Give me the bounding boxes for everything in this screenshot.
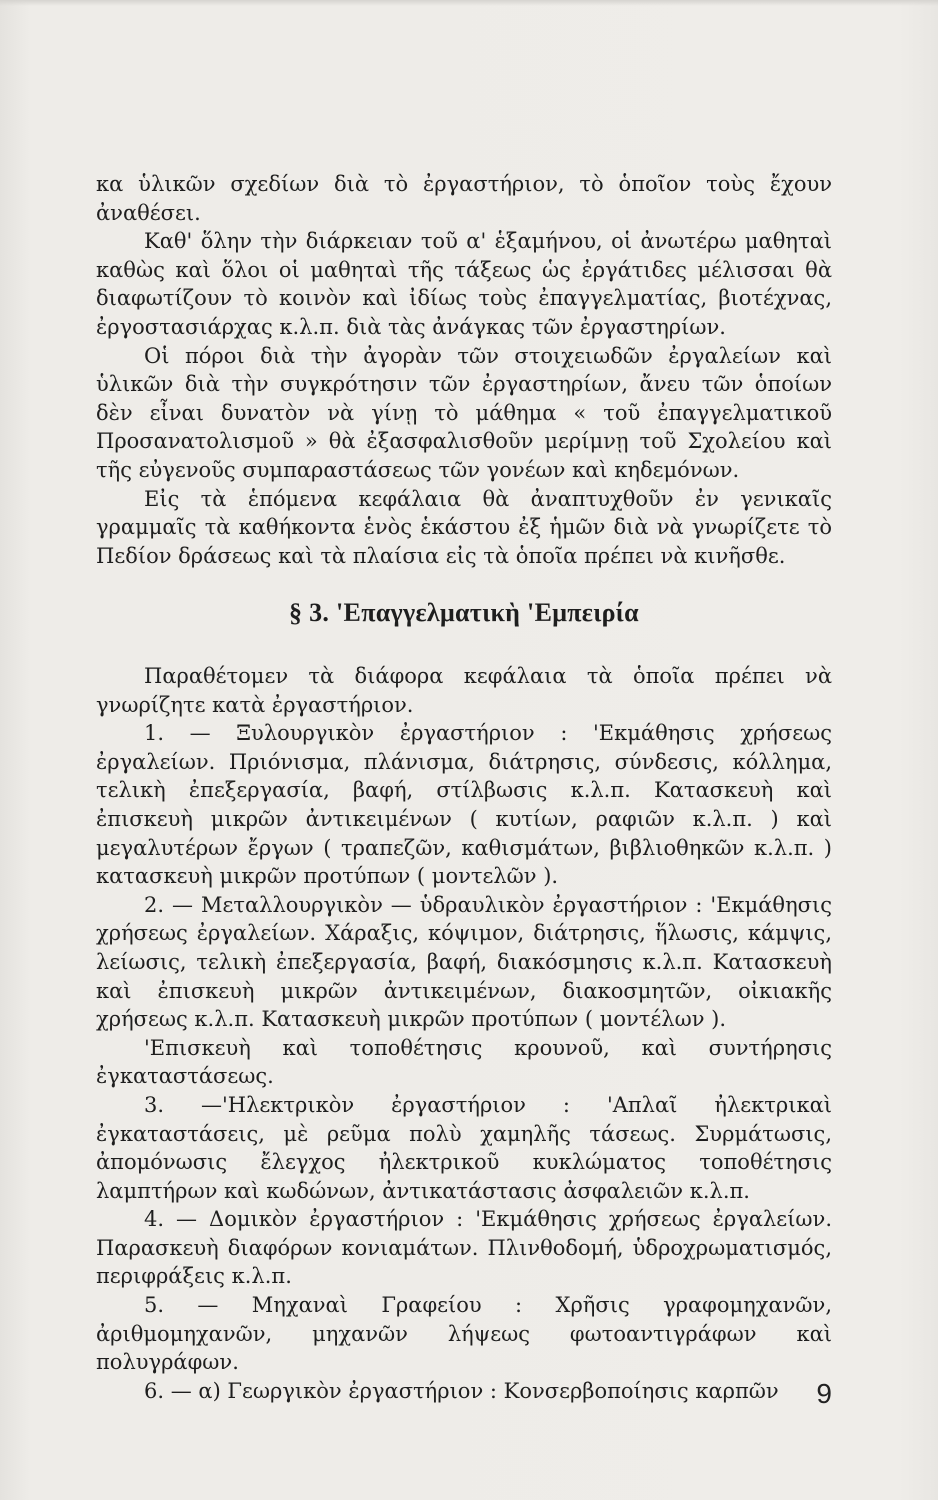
intro-paragraph: Οἱ πόροι διὰ τὴν ἀγορὰν τῶν στοιχειωδῶν ἐργαλείων καὶ ὑλικῶν διὰ τὴν συγκρότησιν τῶν ἐργαστηρίων, ἄνευ τῶν ὁποίων δὲν εἶναι δυνατὸν νὰ γίνῃ τὸ μάθημα « τοῦ ἐπαγγελματικοῦ Προσανατολισμοῦ » θὰ ἐξασφαλισθοῦν μερίμνῃ τοῦ Σχολείου καὶ τῆς εὐγενοῦς συμπαραστάσεως τῶν γονέων καὶ κηδεμόνων. bbox=[96, 343, 832, 482]
intro-paragraph: Εἰς τὰ ἑπόμενα κεφάλαια θὰ ἀναπτυχθοῦν ἐν γενικαῖς γραμμαῖς τὰ καθήκοντα ἑνὸς ἑκάστου ἐξ ἡμῶν διὰ νὰ γνωρίζετε τὸ Πεδίον δράσεως καὶ τὰ πλαίσια εἰς τὰ ὁποῖα πρέπει νὰ κινῆσθε. bbox=[96, 486, 832, 568]
section-paragraph: 'Επισκευὴ καὶ τοποθέτησις κρουνοῦ, καὶ συντήρησις ἐγκαταστάσεως. bbox=[96, 1035, 832, 1089]
section-text-block bbox=[96, 662, 832, 1405]
section-paragraph: 5. — Μηχαναὶ Γραφείου : Χρῆσις γραφομηχανῶν, ἀριθμομηχανῶν, μηχανῶν λήψεως φωτοαντιγράφων καὶ πολυγράφων. bbox=[96, 1293, 832, 1375]
section-heading: § 3. 'Επαγγελματικὴ 'Εμπειρία bbox=[289, 598, 639, 627]
intro-paragraph: κα ὑλικῶν σχεδίων διὰ τὸ ἐργαστήριον, τὸ ὁποῖον τοὺς ἔχουν ἀναθέσει. bbox=[96, 172, 832, 225]
section-paragraph: 1. — Ξυλουργικὸν ἐργαστήριον : 'Εκμάθησις χρήσεως ἐργαλείων. Πριόνισμα, πλάνισμα, διάτρησις, σύνδεσις, κόλλημα, τελικὴ ἐπεξεργασία, βαφή, στίλβωσις κ.λ.π. Κατασκευὴ καὶ ἐπισκευὴ μικρῶν ἀντικειμένων ( κυτίων, ραφιῶν κ.λ.π. ) καὶ μεγαλυτέρων ἔργων ( τραπεζῶν, καθισμάτων, βιβλιοθηκῶν κ.λ.π. ) κατασκευὴ μικρῶν προτύπων ( μοντελῶν ). bbox=[96, 721, 832, 889]
section-paragraph: 4. — Δομικὸν ἐργαστήριον : 'Εκμάθησις χρήσεως ἐργαλείων. Παρασκευὴ διαφόρων κονιαμάτων. Πλινθοδομή, ὑδροχρωματισμός, περιφράξεις κ.λ.π. bbox=[96, 1207, 832, 1289]
section-paragraph: Παραθέτομεν τὰ διάφορα κεφάλαια τὰ ὁποῖα πρέπει νὰ γνωρίζητε κατὰ ἐργαστήριον. bbox=[96, 664, 832, 717]
page-number: 9 bbox=[816, 1378, 832, 1409]
page-edge-shadow bbox=[0, 0, 938, 6]
intro-paragraph: Καθ' ὅλην τὴν διάρκειαν τοῦ α' ἑξαμήνου, οἱ ἀνωτέρω μαθηταὶ καθὼς καὶ ὅλοι οἱ μαθηταὶ τῆς τάξεως ὡς ἐργάτιδες μέλισσαι θὰ διαφωτίζουν τὸ κοινὸν καὶ ἰδίως τοὺς ἐπαγγελματίας, βιοτέχνας, ἐργοστασιάρχας κ.λ.π. διὰ τὰς ἀνάγκας τῶν ἐργαστηρίων. bbox=[96, 229, 832, 339]
section-paragraph: 2. — Μεταλλουργικὸν — ὑδραυλικὸν ἐργαστήριον : 'Εκμάθησις χρήσεως ἐργαλείων. Χάραξις, κόψιμον, διάτρησις, ἥλωσις, κάμψις, λείωσις, τελικὴ ἐπεξεργασία, βαφή, διακόσμησις κ.λ.π. Κατασκευὴ καὶ ἐπισκευὴ μικρῶν ἀντικειμένων, διακοσμητῶν, οἰκιακῆς χρήσεως κ.λ.π. Κατασκευὴ μικρῶν προτύπων ( μοντέλων ). bbox=[96, 892, 832, 1032]
section-paragraph: 3. —'Ηλεκτρικὸν ἐργαστήριον : 'Απλαῖ ἠλεκτρικαὶ ἐγκαταστάσεις, μὲ ρεῦμα πολὺ χαμηλῆς τάσεως. Συρμάτωσις, ἀπομόνωσις ἔλεγχος ἠλεκτρικοῦ κυκλώματος τοποθέτησις λαμπτήρων καὶ κωδώνων, ἀντικατάστασις ἀσφαλειῶν κ.λ.π. bbox=[96, 1092, 832, 1203]
intro-text-block bbox=[96, 170, 832, 570]
section-paragraph: 6. — α) Γεωργικὸν ἐργαστήριον : Κονσερβοποίησις καρπῶν bbox=[144, 1378, 779, 1403]
